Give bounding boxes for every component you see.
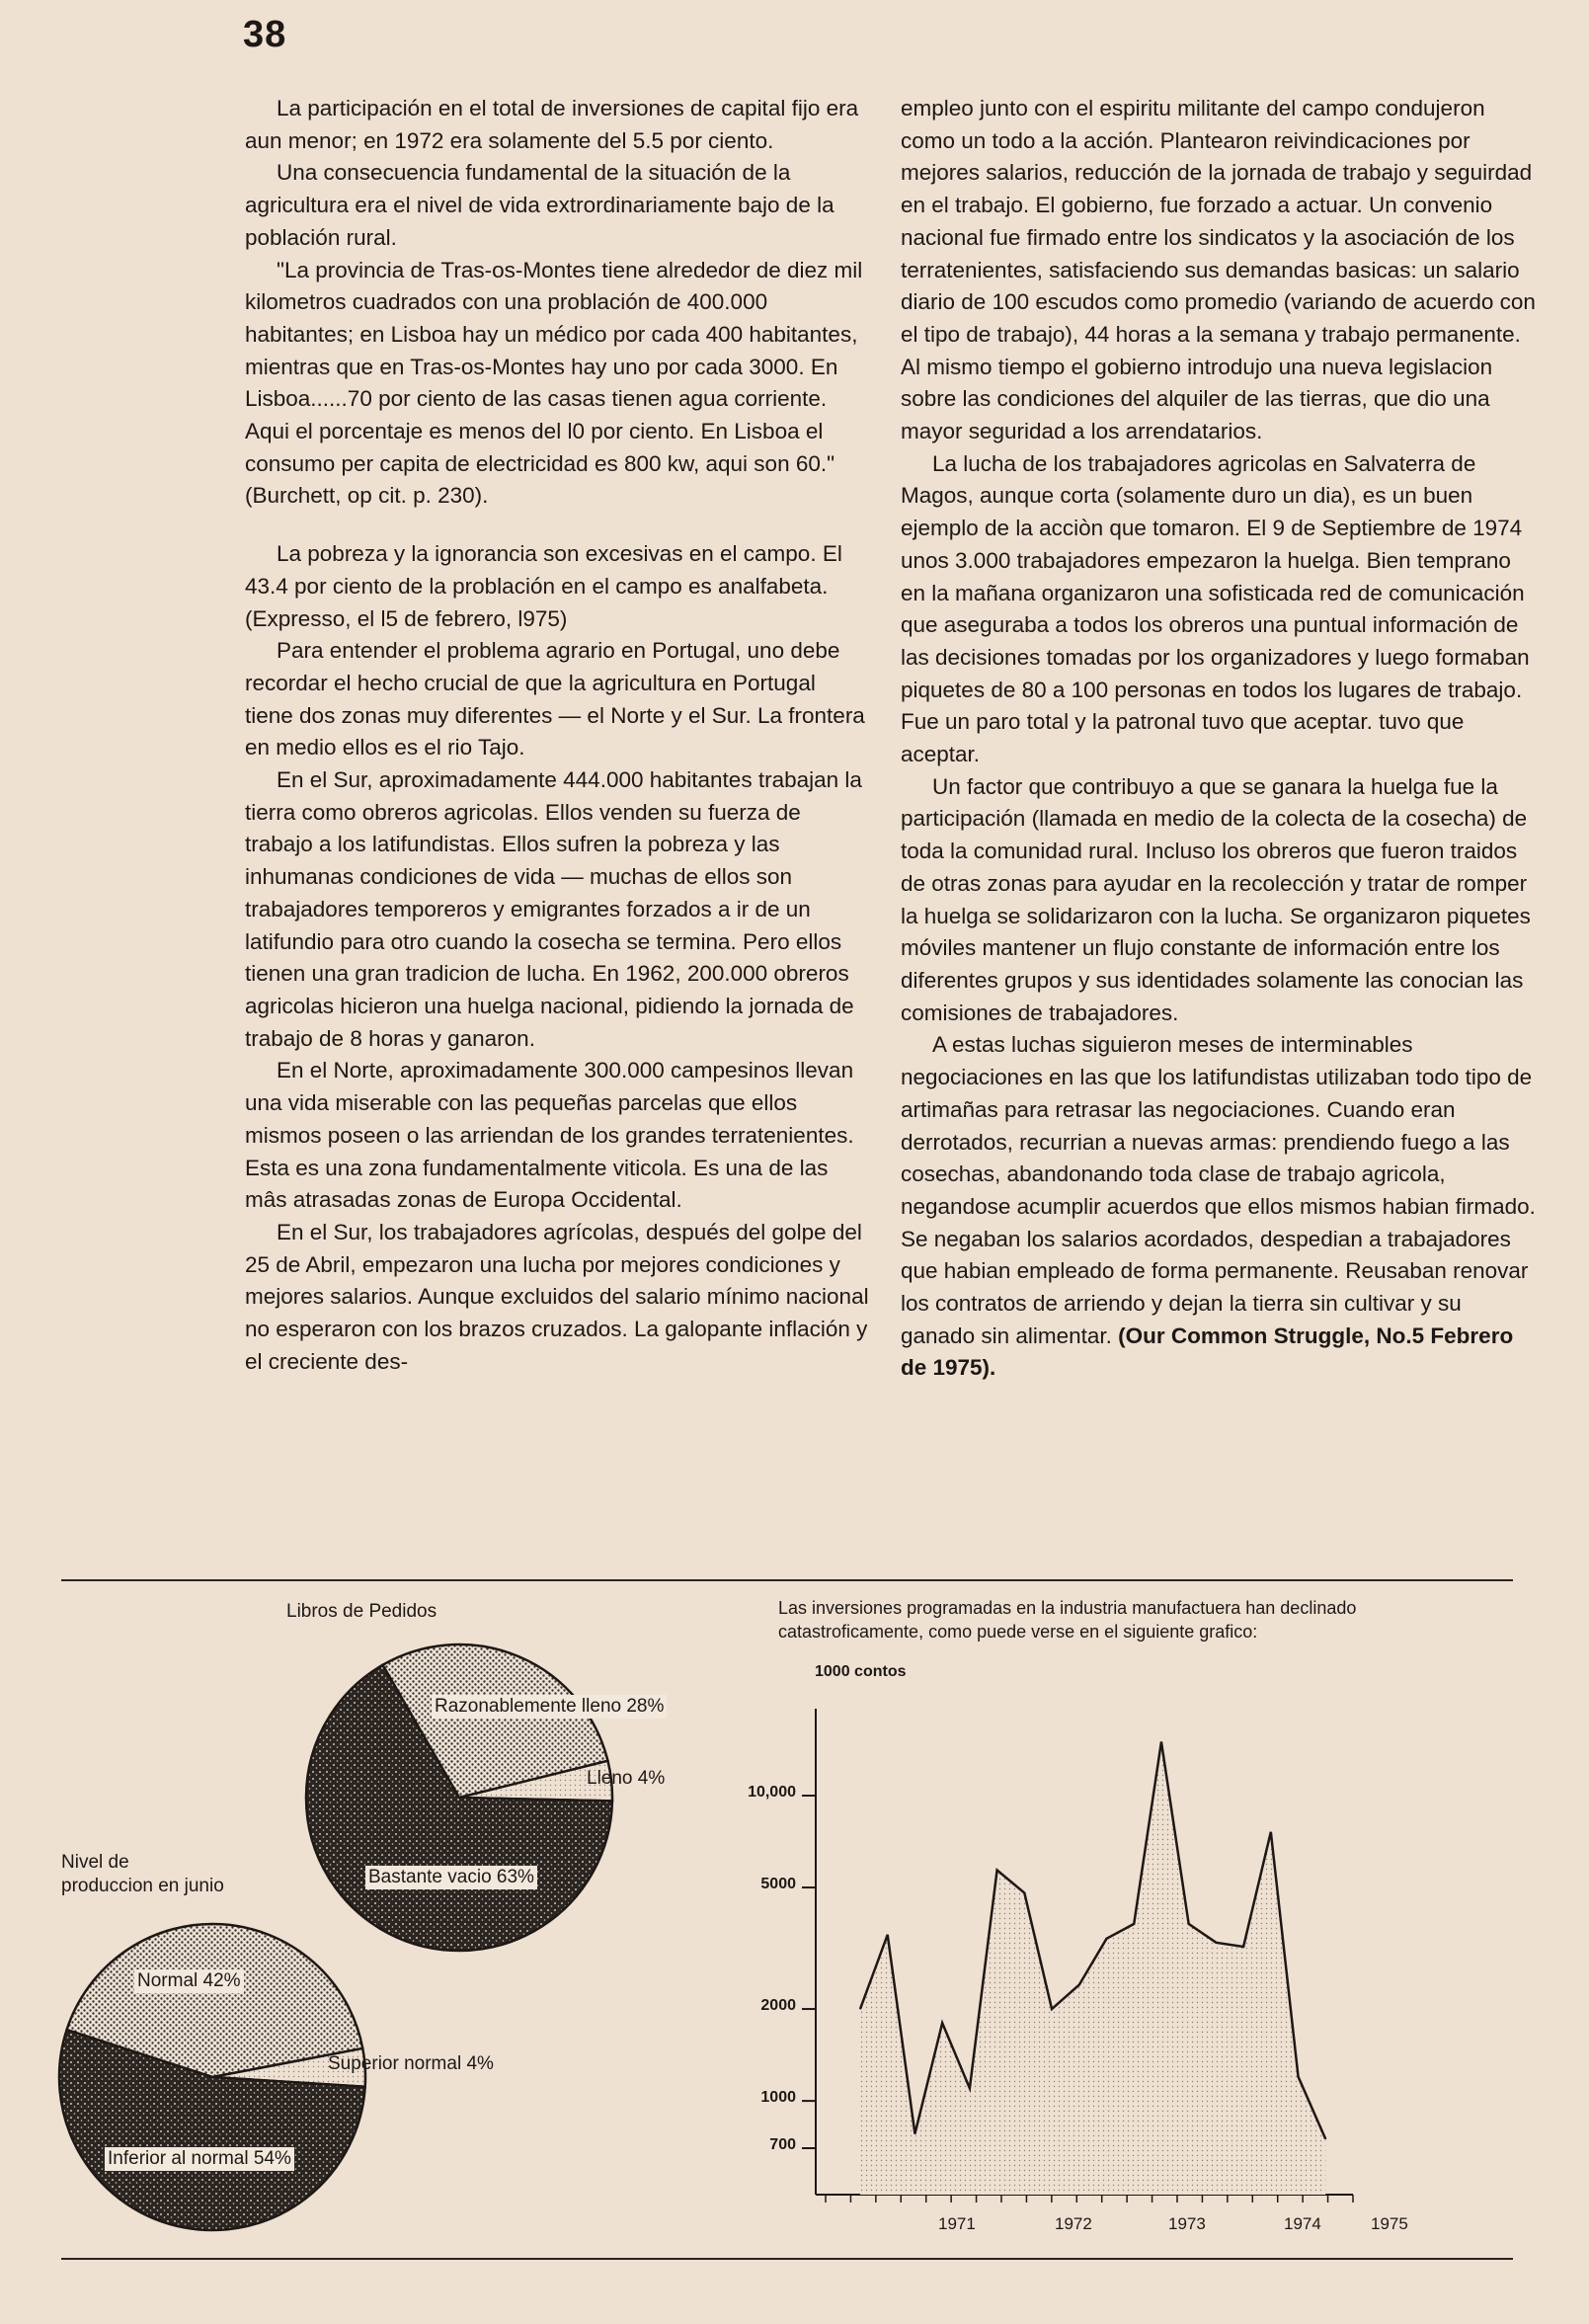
x-tick-label: 1975 [1371,2214,1408,2233]
pie2-slice-label: Inferior al normal 54% [105,2147,294,2171]
paragraph: Una consecuencia fundamental de la situación de la agricultura era el nivel de vida extrordinariamente bajo de la población rural. [245,160,834,250]
x-tick-label: 1971 [938,2214,976,2233]
x-tick-label: 1973 [1168,2214,1206,2233]
paragraph: La lucha de los trabajadores agricolas en Salvaterra de Magos, aunque corta (solamente duro un dia), es un buen ejemplo de la acciòn que tomaron. El 9 de Septiembre de 1974 unos 3.000 trabajadores empezaron la huelga. Bien temprano en la mañana organizaron una sofisticada red de comunicación que aseguraba a todos los obreros una puntual información de las decisiones tomadas por los organizadores y luego formaban piquetes de 80 a 100 personas en todos los lugares de trabajo. Fue un paro total y la patronal tuvo que aceptar. tuvo que aceptar. [901,450,1530,767]
pie2-title [61,1851,224,1898]
pie1-slice-label: Bastante vacio 63% [365,1866,537,1889]
pie1-slice-label: Lleno 4% [587,1768,666,1789]
data-point [969,2088,970,2089]
pie1-slice-label: Razonablemente lleno 28% [432,1695,667,1719]
data-point [1078,1984,1079,1985]
paragraph: En el Sur, los trabajadores agrícolas, después del golpe del 25 de Abril, empezaron una lucha por mejores condiciones y mejores salarios. Aunque excluidos del salario mínimo nacional no esperaron con los brazos cruzados. La galopante inflación y el creciente des- [245,1219,869,1374]
data-point [860,2009,861,2010]
pie1-title: Libros de Pedidos [286,1601,437,1622]
title-line: produccion en junio [61,1876,224,1896]
data-point [1298,2076,1299,2077]
data-point [1024,1892,1025,1893]
area-fill [860,1742,1325,2195]
data-point [1243,1946,1244,1947]
page-number: 38 [243,14,287,55]
data-point [887,1934,888,1935]
paragraph: En el Sur, aproximadamente 444.000 habitantes trabajan la tierra como obreros agricolas. Ellos venden su fuerza de trabajo a los latifundistas. Ellos sufren la pobreza y las inhumanas condiciones de vida — muchas de ellos son trabajadores temporeros y emigrantes forzados a ir de un latifundio para otro cuando la cosecha se termina. Pero ellos tienen una gran tradicion de lucha. En 1962, 200.000 obreros agricolas hicieron una huelga nacional, pidiendo la jornada de trabajo de 8 horas y ganaron. [245,767,862,1051]
data-point [1160,1741,1161,1742]
pie2-slice-label: Superior normal 4% [328,2053,494,2074]
investment-chart [802,1709,1353,2203]
paragraph: En el Norte, aproximadamente 300.000 campesinos llevan una vida miserable con las pequeñas parcelas que ellos mismos poseen o las arriendan de los grandes terratenientes. Esta es una zona fundamentalmente viticola. Es una de las mâs atrasadas zonas de Europa Occidental. [245,1058,854,1213]
data-point [1106,1938,1107,1939]
paragraph: empleo junto con el espiritu militante del campo condujeron como un todo a la acción. Plantearon reivindicaciones por mejores salarios, reducción de la jornada de trabajo y seguirdad en el trabajo. El gobierno, fue forzado a actuar. Un convenio nacional fue firmado entre los sindicatos y la asociación de los terratenientes, satisfaciendo sus demandas basicas: un salario diario de 100 escudos como promedio (variando de acuerdo con el tipo de trabajo), 44 horas a la semana y trabajo permanente. Al mismo tiempo el gobierno introdujo una nueva legislacion sobre las condiciones del alquiler de las tierras, que dio una mayor seguridad a los arrendatarios. [901,96,1536,444]
pie2-slice-label: Normal 42% [134,1969,244,1993]
data-point [1216,1942,1217,1943]
data-point [1134,1923,1135,1924]
paragraph-text: La pobreza y la ignorancia son excesivas en el campo. El 43.4 por ciento de la problación en el campo es analfabeta. [245,541,842,599]
y-axis-label: 1000 contos [815,1663,907,1680]
y-tick-label: 10,000 [748,1784,796,1801]
pie-chart-pedidos [306,1644,612,1951]
title-line: Nivel de [61,1852,129,1873]
line-chart-title [778,1596,1356,1643]
y-tick-label: 700 [769,2136,796,2153]
paragraph-text: A estas luchas siguieron meses de interminables negociaciones en las que los latifundistas utilizaban todo tipo de artimañas para retrasar las negociaciones. Cuando eran derrotados, recurrian a nuevas armas: prendiendo fuego a las cosechas, abandonando toda clase de trabajo agricola, negandose acumplir acuerdos que ellos mismos habian firmado. Se negaban los salarios acordados, despedian a trabajadores que habian empleado de forma permanente. Reusaban renovar los contratos de arriendo y dejan la tierra sin cultivar y su ganado sin alimentar. [901,1032,1536,1348]
data-point [914,2133,915,2134]
citation: (Our Common Struggle, No.5 Febrero de 1975). [901,1322,1514,1381]
data-point [1052,2009,1053,2010]
paragraph: Un factor que contribuyo a que se ganara la huelga fue la participación (llamada en medio de la colecta de la cosecha) de toda la comunidad rural. Incluso los obreros que fueron traidos de otras zonas para ayudar en la recolección y tratar de romper la huelga se solidarizaron con la lucha. Se organizaron piquetes móviles mantener un flujo constante de información entre los diferentes grupos y sus identidades solamente las conocian las comisiones de trabajadores. [901,773,1531,1025]
x-tick-label: 1974 [1284,2214,1321,2233]
quote-paragraph: "La provincia de Tras-os-Montes tiene alrededor de diez mil kilometros cuadrados con una problación de 400.000 habitantes; en Lisboa hay un médico por cada 400 habitantes, mientras que en Tras-os-Montes hay uno por cada 3000. En Lisboa......70 por ciento de las casas tienen agua corriente. Aqui el porcentaje es menos del l0 por ciento. En Lisboa el consumo per capita de electricidad es 800 kw, aqui son 60."(Burchett, op cit. p. 230). [245,257,863,509]
data-point [996,1870,997,1871]
title-line: catastroficamente, como puede verse en el siguiente grafico: [778,1622,1258,1642]
x-tick-label: 1972 [1055,2214,1092,2233]
y-tick-label: 2000 [760,1997,796,2015]
data-point [1270,1831,1271,1832]
paragraph: La participación en el total de inversiones de capital fijo era aun menor; en 1972 era solamente del 5.5 por ciento. [245,96,859,153]
citation: (Expresso, el l5 de febrero, l975) [245,605,568,631]
data-point [1325,2138,1326,2139]
y-tick-label: 5000 [760,1876,796,1893]
y-tick-label: 1000 [760,2089,796,2107]
data-point [942,2023,943,2024]
title-line: Las inversiones programadas en la industria manufactuera han declinado [778,1598,1357,1618]
paragraph: Para entender el problema agrario en Portugal, uno debe recordar el hecho crucial de que la agricultura en Portugal tiene dos zonas muy diferentes — el Norte y el Sur. La frontera en medio ellos es el rio Tajo. [245,638,865,761]
data-point [1188,1923,1189,1924]
